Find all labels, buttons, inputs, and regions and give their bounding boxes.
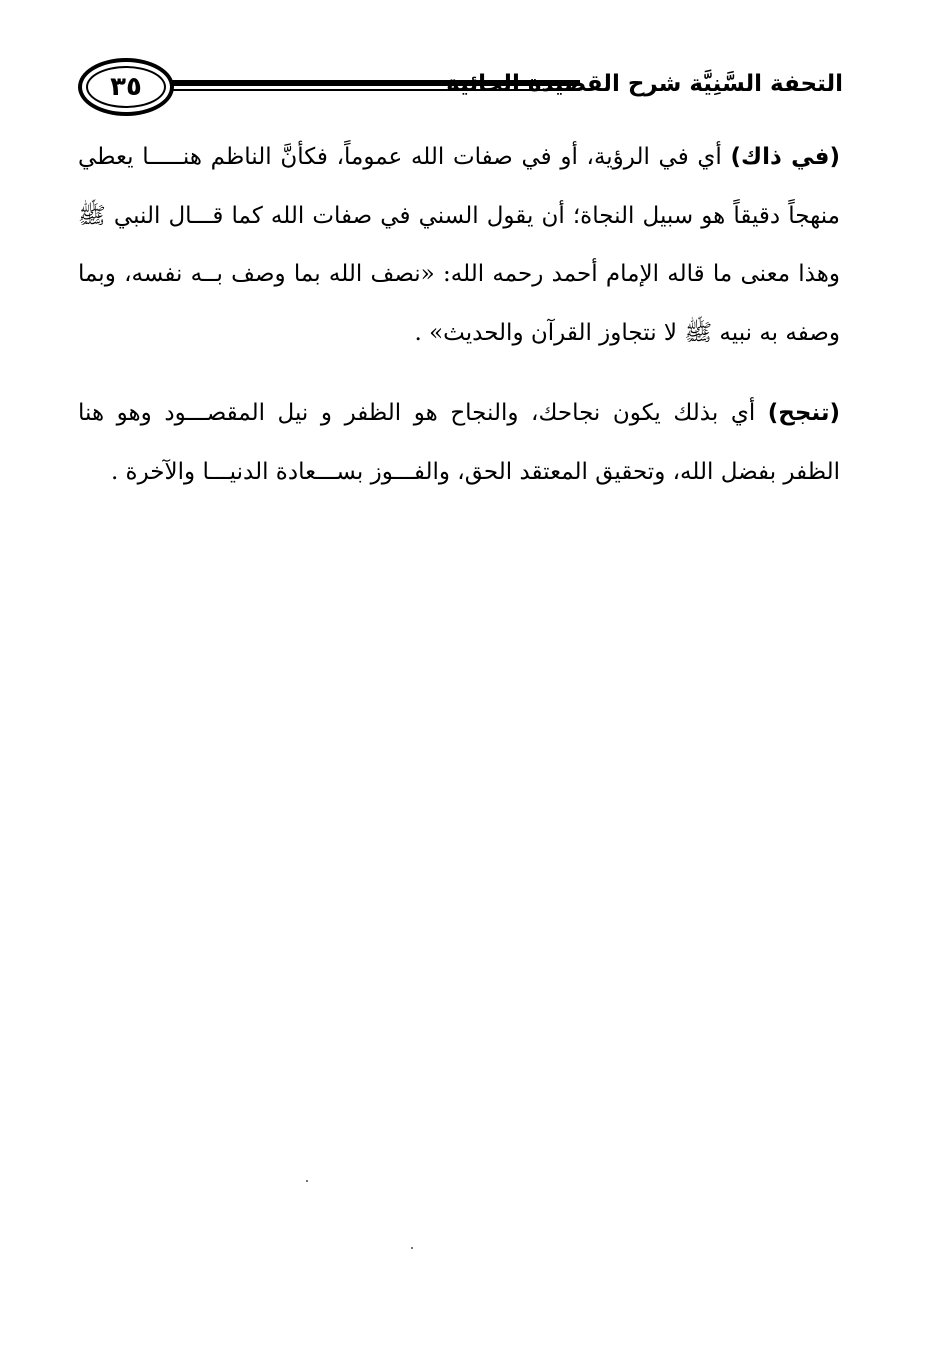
scan-speck bbox=[411, 1247, 413, 1249]
page-number: ٣٥ bbox=[110, 72, 142, 102]
paragraph-keyword: (تنجح) bbox=[767, 400, 840, 426]
page-header bbox=[78, 50, 843, 130]
body-text bbox=[78, 128, 840, 501]
page-number-badge bbox=[78, 58, 174, 116]
scan-speck bbox=[306, 1180, 308, 1182]
paragraph-tanjah bbox=[78, 384, 840, 501]
running-title: التحفة السَّنِيَّة شرح القصيدة الحائية bbox=[446, 71, 843, 97]
paragraph-fi-thak bbox=[78, 128, 840, 362]
paragraph-text: أي في الرؤية، أو في صفات الله عموماً، فكأنَّ الناظم هنـــــا يعطي منهجاً دقيقاً هو سبيل النجاة؛ أن يقول السني في صفات الله كما قـــال النبي ﷺ وهذا معنى ما قاله الإمام أحمد رحمه الله: «نصف الله بما وصف بــه نفسه، وبما وصفه به نبيه ﷺ لا نتجاوز القرآن والحديث» . bbox=[78, 144, 840, 346]
paragraph-keyword: (في ذاك) bbox=[730, 144, 840, 170]
paragraph-text: أي بذلك يكون نجاحك، والنجاح هو الظفر و نيل المقصـــود وهو هنا الظفر بفضل الله، وتحقيق المعتقد الحق، والفـــوز بســـعادة الدنيـــا والآخرة . bbox=[78, 400, 840, 485]
